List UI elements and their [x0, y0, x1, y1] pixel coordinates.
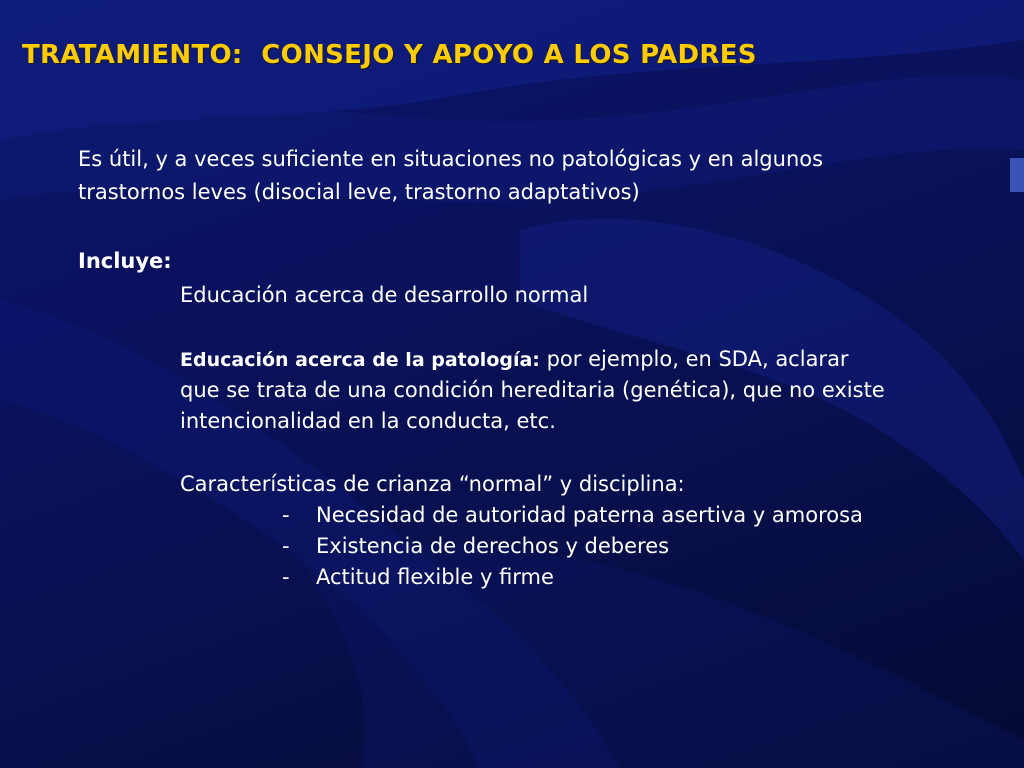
item-pathology-label: Educación acerca de la patología: [180, 349, 540, 371]
bullet-text: Necesidad de autoridad paterna asertiva y amorosa [316, 503, 863, 527]
bullet-dash: - [282, 534, 290, 558]
bullet-item [282, 500, 863, 531]
bullet-text: Existencia de derechos y deberes [316, 534, 670, 558]
side-tab-decoration [1010, 158, 1024, 192]
slide-title: TRATAMIENTO: CONSEJO Y APOYO A LOS PADRES [22, 40, 757, 70]
item-normal-development: Educación acerca de desarrollo normal [180, 283, 589, 307]
bullet-text: Actitud flexible y firme [316, 565, 554, 589]
item-pathology-line-2: que se trata de una condición hereditaria (genética), que no existe [180, 378, 885, 402]
intro-line-2: trastornos leves (disocial leve, trastorno adaptativos) [78, 180, 640, 204]
bullet-item [282, 562, 554, 593]
item-parenting: Características de crianza “normal” y disciplina: [180, 472, 685, 496]
item-pathology-text-1: por ejemplo, en SDA, aclarar [539, 347, 849, 371]
item-pathology-line-1 [180, 344, 849, 376]
item-pathology-line-3: intencionalidad en la conducta, etc. [180, 409, 556, 433]
intro-line-1: Es útil, y a veces suficiente en situaciones no patológicas y en algunos [78, 147, 824, 171]
bullet-dash: - [282, 503, 290, 527]
bullet-item [282, 531, 669, 562]
bullet-dash: - [282, 565, 290, 589]
includes-label: Incluye: [78, 249, 172, 273]
